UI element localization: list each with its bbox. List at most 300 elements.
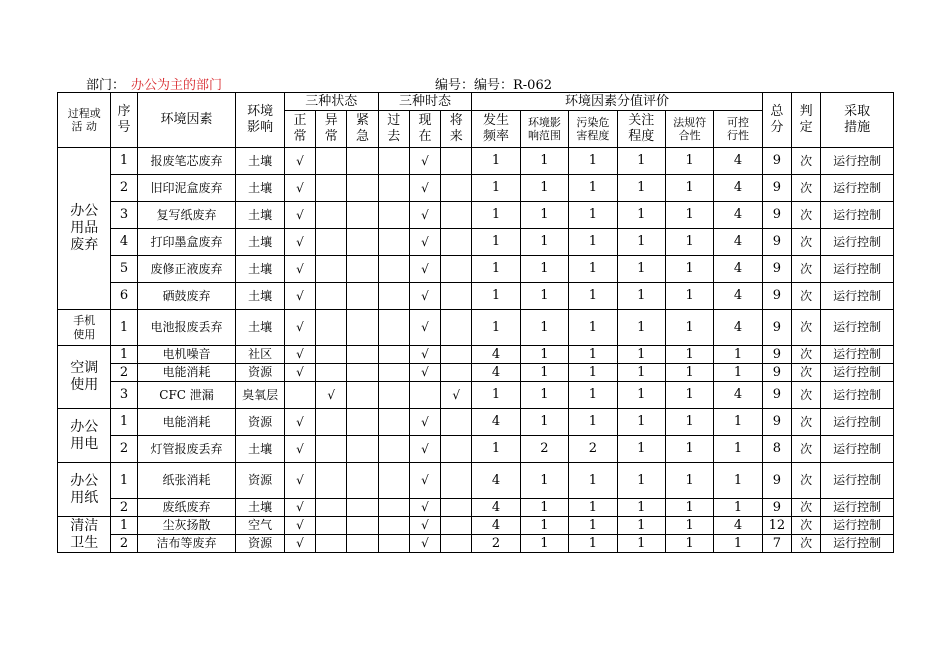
severity-score-cell: 1 — [569, 346, 617, 364]
tense-past-cell — [378, 346, 409, 364]
tense-future-cell — [441, 535, 472, 553]
factor-cell: 旧印泥盒废弃 — [137, 175, 236, 202]
tense-future-cell — [441, 202, 472, 229]
impact-cell: 资源 — [236, 364, 284, 382]
judge-cell: 次 — [791, 229, 820, 256]
state-normal-cell: √ — [284, 463, 315, 499]
measure-cell: 运行控制 — [821, 535, 894, 553]
scope-score-cell: 1 — [520, 310, 568, 346]
compliance-score-cell: 1 — [665, 517, 713, 535]
document-code: 编号：编号：R-062 — [435, 78, 552, 93]
tense-future-cell — [441, 463, 472, 499]
table-row — [58, 346, 894, 364]
table-row — [58, 229, 894, 256]
state-abnormal-cell — [316, 409, 347, 436]
activity-cell: 办公 用品 废弃 — [58, 148, 111, 310]
measure-cell: 运行控制 — [821, 148, 894, 175]
state-normal-cell: √ — [284, 202, 315, 229]
factor-cell: 报废笔芯废弃 — [137, 148, 236, 175]
factor-cell: 电池报废丢弃 — [137, 310, 236, 346]
impact-cell: 资源 — [236, 535, 284, 553]
tense-past-cell — [378, 175, 409, 202]
activity-cell: 清洁 卫生 — [58, 517, 111, 553]
judge-cell: 次 — [791, 535, 820, 553]
state-emergency-cell — [347, 409, 378, 436]
frequency-score-cell: 4 — [472, 346, 520, 364]
factor-cell: 废纸废弃 — [137, 499, 236, 517]
frequency-score-cell: 4 — [472, 364, 520, 382]
state-emergency-cell — [347, 346, 378, 364]
severity-score-cell: 1 — [569, 364, 617, 382]
severity-score-cell: 1 — [569, 310, 617, 346]
concern-score-cell: 1 — [617, 346, 665, 364]
col-header-seq: 序 号 — [111, 93, 137, 148]
total-cell: 12 — [762, 517, 791, 535]
total-cell: 8 — [762, 436, 791, 463]
measure-cell: 运行控制 — [821, 229, 894, 256]
state-normal-cell: √ — [284, 175, 315, 202]
frequency-score-cell: 1 — [472, 310, 520, 346]
frequency-score-cell: 2 — [472, 535, 520, 553]
compliance-score-cell: 1 — [665, 436, 713, 463]
seq-cell: 6 — [111, 283, 137, 310]
impact-cell: 土壤 — [236, 148, 284, 175]
impact-cell: 土壤 — [236, 499, 284, 517]
tense-future-cell — [441, 283, 472, 310]
scope-score-cell: 1 — [520, 499, 568, 517]
seq-cell: 1 — [111, 463, 137, 499]
measure-cell: 运行控制 — [821, 310, 894, 346]
judge-cell: 次 — [791, 202, 820, 229]
state-normal-cell: √ — [284, 409, 315, 436]
impact-cell: 土壤 — [236, 283, 284, 310]
measure-cell: 运行控制 — [821, 346, 894, 364]
table-row — [58, 202, 894, 229]
table-row — [58, 175, 894, 202]
seq-cell: 2 — [111, 436, 137, 463]
severity-score-cell: 1 — [569, 382, 617, 409]
judge-cell: 次 — [791, 382, 820, 409]
tense-future-cell — [441, 364, 472, 382]
judge-cell: 次 — [791, 283, 820, 310]
col-header-impact: 环境 影响 — [236, 93, 284, 148]
frequency-score-cell: 1 — [472, 382, 520, 409]
table-row — [58, 499, 894, 517]
state-abnormal-cell — [316, 310, 347, 346]
concern-score-cell: 1 — [617, 256, 665, 283]
scope-score-cell: 1 — [520, 148, 568, 175]
compliance-score-cell: 1 — [665, 175, 713, 202]
state-emergency-cell — [347, 364, 378, 382]
col-header-activity: 过程或 活 动 — [58, 93, 111, 148]
state-normal-cell: √ — [284, 229, 315, 256]
tense-future-cell — [441, 499, 472, 517]
tense-present-cell: √ — [409, 346, 440, 364]
total-cell: 9 — [762, 229, 791, 256]
concern-score-cell: 1 — [617, 283, 665, 310]
measure-cell: 运行控制 — [821, 382, 894, 409]
state-abnormal-cell — [316, 517, 347, 535]
controllability-score-cell: 4 — [714, 202, 762, 229]
seq-cell: 5 — [111, 256, 137, 283]
controllability-score-cell: 4 — [714, 517, 762, 535]
tense-past-cell — [378, 463, 409, 499]
factor-cell: 电机噪音 — [137, 346, 236, 364]
state-emergency-cell — [347, 535, 378, 553]
compliance-score-cell: 1 — [665, 364, 713, 382]
severity-score-cell: 1 — [569, 283, 617, 310]
col-header-factor: 环境因素 — [137, 93, 236, 148]
compliance-score-cell: 1 — [665, 463, 713, 499]
frequency-score-cell: 1 — [472, 229, 520, 256]
controllability-score-cell: 4 — [714, 283, 762, 310]
frequency-score-cell: 1 — [472, 436, 520, 463]
department-value: 办公为主的部门 — [131, 78, 223, 93]
frequency-score-cell: 1 — [472, 283, 520, 310]
measure-cell: 运行控制 — [821, 463, 894, 499]
document-header — [0, 72, 950, 92]
table-row — [58, 382, 894, 409]
measure-cell: 运行控制 — [821, 517, 894, 535]
total-cell: 7 — [762, 535, 791, 553]
impact-cell: 土壤 — [236, 202, 284, 229]
tense-future-cell — [441, 310, 472, 346]
tense-present-cell: √ — [409, 175, 440, 202]
measure-cell: 运行控制 — [821, 175, 894, 202]
scope-score-cell: 1 — [520, 202, 568, 229]
total-cell: 9 — [762, 202, 791, 229]
concern-score-cell: 1 — [617, 409, 665, 436]
environmental-factor-table — [57, 92, 894, 553]
tense-future-cell — [441, 175, 472, 202]
frequency-score-cell: 1 — [472, 202, 520, 229]
compliance-score-cell: 1 — [665, 310, 713, 346]
seq-cell: 1 — [111, 148, 137, 175]
state-normal-cell: √ — [284, 346, 315, 364]
col-header-severity: 污染危 害程度 — [569, 111, 617, 148]
col-header-controllability: 可控 行性 — [714, 111, 762, 148]
tense-future-cell — [441, 436, 472, 463]
frequency-score-cell: 4 — [472, 409, 520, 436]
table-row — [58, 535, 894, 553]
judge-cell: 次 — [791, 310, 820, 346]
tense-present-cell: √ — [409, 256, 440, 283]
tense-present-cell: √ — [409, 283, 440, 310]
tense-past-cell — [378, 499, 409, 517]
tense-past-cell — [378, 256, 409, 283]
col-header-tense-present: 现 在 — [409, 111, 440, 148]
controllability-score-cell: 1 — [714, 535, 762, 553]
frequency-score-cell: 4 — [472, 463, 520, 499]
tense-future-cell — [441, 517, 472, 535]
seq-cell: 2 — [111, 175, 137, 202]
tense-present-cell: √ — [409, 463, 440, 499]
table-row — [58, 283, 894, 310]
controllability-score-cell: 4 — [714, 229, 762, 256]
state-abnormal-cell: √ — [316, 382, 347, 409]
tense-present-cell: √ — [409, 436, 440, 463]
state-abnormal-cell — [316, 148, 347, 175]
table-header — [58, 93, 894, 148]
scope-score-cell: 1 — [520, 283, 568, 310]
frequency-score-cell: 1 — [472, 256, 520, 283]
compliance-score-cell: 1 — [665, 346, 713, 364]
col-header-frequency: 发生 频率 — [472, 111, 520, 148]
factor-cell: 电能消耗 — [137, 409, 236, 436]
total-cell: 9 — [762, 382, 791, 409]
measure-cell: 运行控制 — [821, 256, 894, 283]
total-cell: 9 — [762, 463, 791, 499]
controllability-score-cell: 4 — [714, 256, 762, 283]
seq-cell: 1 — [111, 310, 137, 346]
state-emergency-cell — [347, 382, 378, 409]
scope-score-cell: 1 — [520, 346, 568, 364]
total-cell: 9 — [762, 175, 791, 202]
compliance-score-cell: 1 — [665, 202, 713, 229]
tense-future-cell — [441, 409, 472, 436]
controllability-score-cell: 4 — [714, 175, 762, 202]
seq-cell: 4 — [111, 229, 137, 256]
scope-score-cell: 1 — [520, 517, 568, 535]
tense-past-cell — [378, 310, 409, 346]
judge-cell: 次 — [791, 517, 820, 535]
concern-score-cell: 1 — [617, 517, 665, 535]
state-emergency-cell — [347, 229, 378, 256]
factor-cell: 废修正液废弃 — [137, 256, 236, 283]
state-abnormal-cell — [316, 499, 347, 517]
tense-future-cell: √ — [441, 382, 472, 409]
severity-score-cell: 1 — [569, 148, 617, 175]
table-body — [58, 148, 894, 553]
scope-score-cell: 1 — [520, 535, 568, 553]
frequency-score-cell: 1 — [472, 175, 520, 202]
factor-cell: 洁布等废弃 — [137, 535, 236, 553]
state-abnormal-cell — [316, 364, 347, 382]
controllability-score-cell: 1 — [714, 436, 762, 463]
tense-past-cell — [378, 517, 409, 535]
state-emergency-cell — [347, 148, 378, 175]
state-emergency-cell — [347, 202, 378, 229]
factor-cell: 复写纸废弃 — [137, 202, 236, 229]
impact-cell: 社区 — [236, 346, 284, 364]
measure-cell: 运行控制 — [821, 436, 894, 463]
col-header-state-normal: 正 常 — [284, 111, 315, 148]
state-abnormal-cell — [316, 283, 347, 310]
col-header-compliance: 法规符 合性 — [665, 111, 713, 148]
controllability-score-cell: 1 — [714, 463, 762, 499]
col-header-scope: 环境影 响范围 — [520, 111, 568, 148]
factor-cell: 硒鼓废弃 — [137, 283, 236, 310]
impact-cell: 资源 — [236, 463, 284, 499]
factor-cell: 灯管报废丢弃 — [137, 436, 236, 463]
scope-score-cell: 1 — [520, 364, 568, 382]
severity-score-cell: 1 — [569, 499, 617, 517]
measure-cell: 运行控制 — [821, 499, 894, 517]
state-abnormal-cell — [316, 202, 347, 229]
concern-score-cell: 1 — [617, 310, 665, 346]
table-row — [58, 409, 894, 436]
judge-cell: 次 — [791, 364, 820, 382]
state-emergency-cell — [347, 517, 378, 535]
controllability-score-cell: 1 — [714, 499, 762, 517]
tense-present-cell: √ — [409, 202, 440, 229]
scope-score-cell: 1 — [520, 409, 568, 436]
concern-score-cell: 1 — [617, 202, 665, 229]
concern-score-cell: 1 — [617, 229, 665, 256]
impact-cell: 土壤 — [236, 256, 284, 283]
controllability-score-cell: 4 — [714, 310, 762, 346]
tense-present-cell: √ — [409, 229, 440, 256]
state-abnormal-cell — [316, 535, 347, 553]
col-header-concern: 关注 程度 — [617, 111, 665, 148]
controllability-score-cell: 4 — [714, 382, 762, 409]
table-row — [58, 436, 894, 463]
tense-past-cell — [378, 382, 409, 409]
col-header-state-emergency: 紧 急 — [347, 111, 378, 148]
total-cell: 9 — [762, 364, 791, 382]
compliance-score-cell: 1 — [665, 256, 713, 283]
concern-score-cell: 1 — [617, 175, 665, 202]
total-cell: 9 — [762, 310, 791, 346]
severity-score-cell: 1 — [569, 463, 617, 499]
state-abnormal-cell — [316, 436, 347, 463]
total-cell: 9 — [762, 499, 791, 517]
col-header-total: 总 分 — [762, 93, 791, 148]
measure-cell: 运行控制 — [821, 364, 894, 382]
scope-score-cell: 1 — [520, 463, 568, 499]
compliance-score-cell: 1 — [665, 409, 713, 436]
impact-cell: 土壤 — [236, 175, 284, 202]
judge-cell: 次 — [791, 463, 820, 499]
total-cell: 9 — [762, 256, 791, 283]
controllability-score-cell: 4 — [714, 148, 762, 175]
state-normal-cell: √ — [284, 499, 315, 517]
total-cell: 9 — [762, 409, 791, 436]
judge-cell: 次 — [791, 499, 820, 517]
measure-cell: 运行控制 — [821, 283, 894, 310]
severity-score-cell: 1 — [569, 535, 617, 553]
state-emergency-cell — [347, 463, 378, 499]
judge-cell: 次 — [791, 175, 820, 202]
severity-score-cell: 2 — [569, 436, 617, 463]
compliance-score-cell: 1 — [665, 382, 713, 409]
concern-score-cell: 1 — [617, 148, 665, 175]
factor-cell: CFC 泄漏 — [137, 382, 236, 409]
tense-present-cell: √ — [409, 310, 440, 346]
state-emergency-cell — [347, 499, 378, 517]
tense-present-cell: √ — [409, 364, 440, 382]
state-normal-cell: √ — [284, 517, 315, 535]
impact-cell: 土壤 — [236, 310, 284, 346]
tense-past-cell — [378, 409, 409, 436]
state-normal-cell: √ — [284, 148, 315, 175]
scope-score-cell: 1 — [520, 229, 568, 256]
concern-score-cell: 1 — [617, 499, 665, 517]
factor-cell: 电能消耗 — [137, 364, 236, 382]
compliance-score-cell: 1 — [665, 283, 713, 310]
factor-cell: 尘灰扬散 — [137, 517, 236, 535]
seq-cell: 2 — [111, 535, 137, 553]
state-normal-cell: √ — [284, 535, 315, 553]
tense-present-cell — [409, 382, 440, 409]
tense-present-cell: √ — [409, 517, 440, 535]
concern-score-cell: 1 — [617, 463, 665, 499]
tense-present-cell: √ — [409, 409, 440, 436]
seq-cell: 2 — [111, 364, 137, 382]
state-normal-cell: √ — [284, 256, 315, 283]
factor-cell: 纸张消耗 — [137, 463, 236, 499]
concern-score-cell: 1 — [617, 382, 665, 409]
judge-cell: 次 — [791, 256, 820, 283]
seq-cell: 1 — [111, 517, 137, 535]
concern-score-cell: 1 — [617, 436, 665, 463]
scope-score-cell: 1 — [520, 175, 568, 202]
severity-score-cell: 1 — [569, 409, 617, 436]
state-emergency-cell — [347, 256, 378, 283]
tense-past-cell — [378, 229, 409, 256]
frequency-score-cell: 4 — [472, 499, 520, 517]
state-abnormal-cell — [316, 256, 347, 283]
frequency-score-cell: 4 — [472, 517, 520, 535]
compliance-score-cell: 1 — [665, 229, 713, 256]
judge-cell: 次 — [791, 346, 820, 364]
impact-cell: 空气 — [236, 517, 284, 535]
tense-past-cell — [378, 535, 409, 553]
state-abnormal-cell — [316, 229, 347, 256]
tense-future-cell — [441, 229, 472, 256]
state-emergency-cell — [347, 310, 378, 346]
severity-score-cell: 1 — [569, 202, 617, 229]
seq-cell: 1 — [111, 346, 137, 364]
tense-future-cell — [441, 346, 472, 364]
state-emergency-cell — [347, 436, 378, 463]
tense-past-cell — [378, 202, 409, 229]
col-header-judge: 判 定 — [791, 93, 820, 148]
compliance-score-cell: 1 — [665, 535, 713, 553]
severity-score-cell: 1 — [569, 517, 617, 535]
total-cell: 9 — [762, 346, 791, 364]
col-header-state-abnormal: 异 常 — [316, 111, 347, 148]
activity-cell: 空调 使用 — [58, 346, 111, 409]
state-abnormal-cell — [316, 346, 347, 364]
compliance-score-cell: 1 — [665, 499, 713, 517]
table-row — [58, 148, 894, 175]
tense-present-cell: √ — [409, 499, 440, 517]
compliance-score-cell: 1 — [665, 148, 713, 175]
controllability-score-cell: 1 — [714, 409, 762, 436]
state-abnormal-cell — [316, 175, 347, 202]
state-abnormal-cell — [316, 463, 347, 499]
seq-cell: 2 — [111, 499, 137, 517]
severity-score-cell: 1 — [569, 229, 617, 256]
seq-cell: 3 — [111, 202, 137, 229]
scope-score-cell: 1 — [520, 256, 568, 283]
table-row — [58, 364, 894, 382]
frequency-score-cell: 1 — [472, 148, 520, 175]
severity-score-cell: 1 — [569, 256, 617, 283]
concern-score-cell: 1 — [617, 535, 665, 553]
col-header-measure: 采取 措施 — [821, 93, 894, 148]
seq-cell: 3 — [111, 382, 137, 409]
concern-score-cell: 1 — [617, 364, 665, 382]
state-emergency-cell — [347, 175, 378, 202]
impact-cell: 臭氧层 — [236, 382, 284, 409]
table-row — [58, 256, 894, 283]
state-normal-cell: √ — [284, 283, 315, 310]
state-normal-cell: √ — [284, 364, 315, 382]
col-header-tense-future: 将 来 — [441, 111, 472, 148]
controllability-score-cell: 1 — [714, 364, 762, 382]
